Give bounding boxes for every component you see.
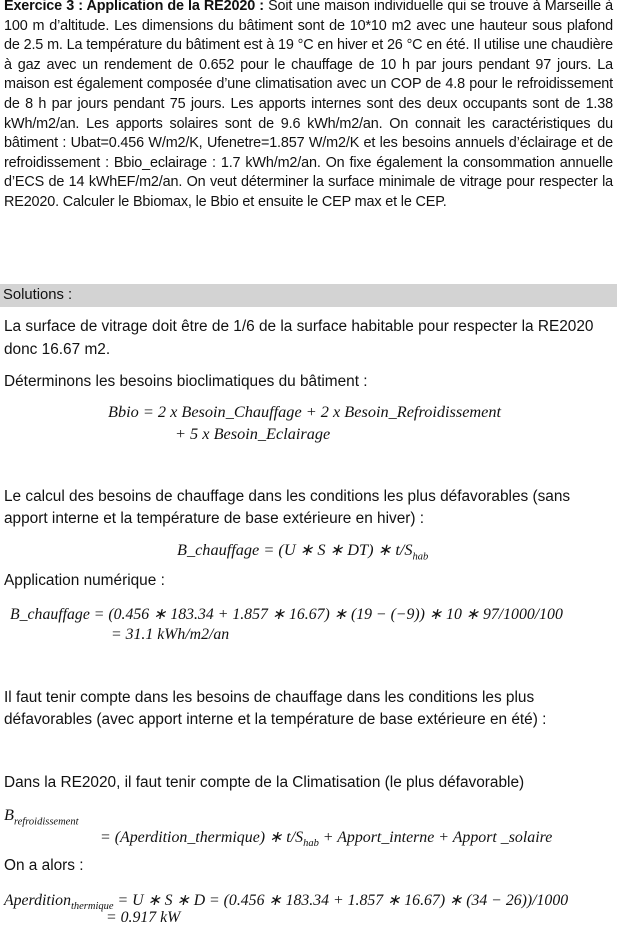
heating-numeric-line1: B_chauffage = (0.456 ∗ 183.34 + 1.857 ∗ 16.67) ∗ (19 − (−9)) ∗ 10 ∗ 97/1000/100: [10, 606, 563, 623]
exercise-body: Soit une maison individuelle qui se trouve à Marseille à 100 m d’altitude. Les dimensions du bâtiment sont de 10*10 m2 avec une hauteur sous plafond de 2.5 m. La température du bâtiment est à 19 °C en hiver et 26 °C en été. Il utilise une chaudière à gaz avec un rendement de 0.652 pour le chauffage de 10 h par jours pendant 97 jours. La maison est également composée d’une climatisation avec un COP de 4.8 pour le refroidissement de 8 h par jours pendant 75 jours. Les apports internes sont des deux occupants sont de 1.38 kWh/m2/an. Les apports solaires sont de 9.6 kWh/m2/an. On connait les caractéristiques du bâtiment : Ubat=0.456 W/m2/K, Ufenetre=1.857 W/m2/K et les besoins annuels d’éclairage et de refroidissement : Bbio_eclairage : 1.7 kWh/m2/an. On fixe également la consommation annuelle d’ECS de 14 kWhEF/m2/an. On veut déterminer la surface minimale de vitrage pour respecter la RE2020. Calculer le Bbiomax, le Bbio et ensuite le CEP max et le CEP.: [4, 0, 613, 210]
cooling-formula-symbol: B: [4, 805, 14, 824]
bbio-equation-line1: Bbio = 2 x Besoin_Chauffage + 2 x Besoin_Refroidissement: [108, 402, 502, 421]
cooling-formula-subscript: refroidissement: [13, 816, 79, 828]
cooling-formula-rhs-a: = (Aperdition_thermique) ∗ t/S: [100, 829, 304, 846]
heating-formula-subscript: hab: [412, 551, 429, 563]
summer-paragraph-line2: défavorables (avec apport interne et la température de base extérieure en été) :: [4, 711, 547, 728]
aperdition-rhs: = U ∗ S ∗ D = (0.456 ∗ 183.34 + 1.857 ∗ 16.67) ∗ (34 − 26))/1000: [113, 892, 569, 909]
numerical-application-label: Application numérique :: [4, 572, 165, 589]
glazing-paragraph-line2: donc 16.67 m2.: [4, 341, 111, 358]
bbio-equation-line2: + 5 x Besoin_Eclairage: [175, 424, 331, 443]
heating-numeric-line2: = 31.1 kWh/m2/an: [111, 626, 230, 643]
cooling-formula-line1: [4, 805, 79, 827]
cooling-formula-rhs-b: + Apport_interne + Apport _solaire: [318, 829, 553, 846]
cooling-formula-rhs-subscript: hab: [303, 838, 319, 850]
solutions-header: [0, 284, 617, 307]
aperdition-equation-line1: [4, 890, 568, 912]
aperdition-subscript: thermique: [70, 901, 114, 913]
heating-paragraph-line2: apport interne et la température de base extérieure en hiver) :: [4, 510, 425, 527]
on-a-alors-label: On a alors :: [4, 857, 84, 874]
cooling-formula-line2: [100, 827, 552, 849]
exercise-title: Exercice 3 : Application de la RE2020 :: [4, 0, 264, 14]
heating-formula: [177, 540, 428, 562]
solutions-label: Solutions :: [3, 287, 73, 303]
aperdition-symbol: Aperdition: [4, 892, 71, 909]
cooling-paragraph: Dans la RE2020, il faut tenir compte de la Climatisation (le plus défavorable): [4, 774, 525, 791]
heating-paragraph-line1: Le calcul des besoins de chauffage dans les conditions les plus défavorables (sans: [4, 488, 571, 505]
bioclimatic-intro: Déterminons les besoins bioclimatiques du bâtiment :: [4, 373, 368, 390]
summer-paragraph-line1: Il faut tenir compte dans les besoins de chauffage dans les conditions les plus: [4, 689, 535, 706]
exercise-statement: [4, 0, 613, 213]
aperdition-equation-line2: = 0.917 kW: [106, 909, 181, 926]
heating-formula-main: B_chauffage = (U ∗ S ∗ DT) ∗ t/S: [177, 540, 413, 559]
glazing-paragraph-line1: La surface de vitrage doit être de 1/6 de la surface habitable pour respecter la RE2020: [4, 318, 594, 335]
